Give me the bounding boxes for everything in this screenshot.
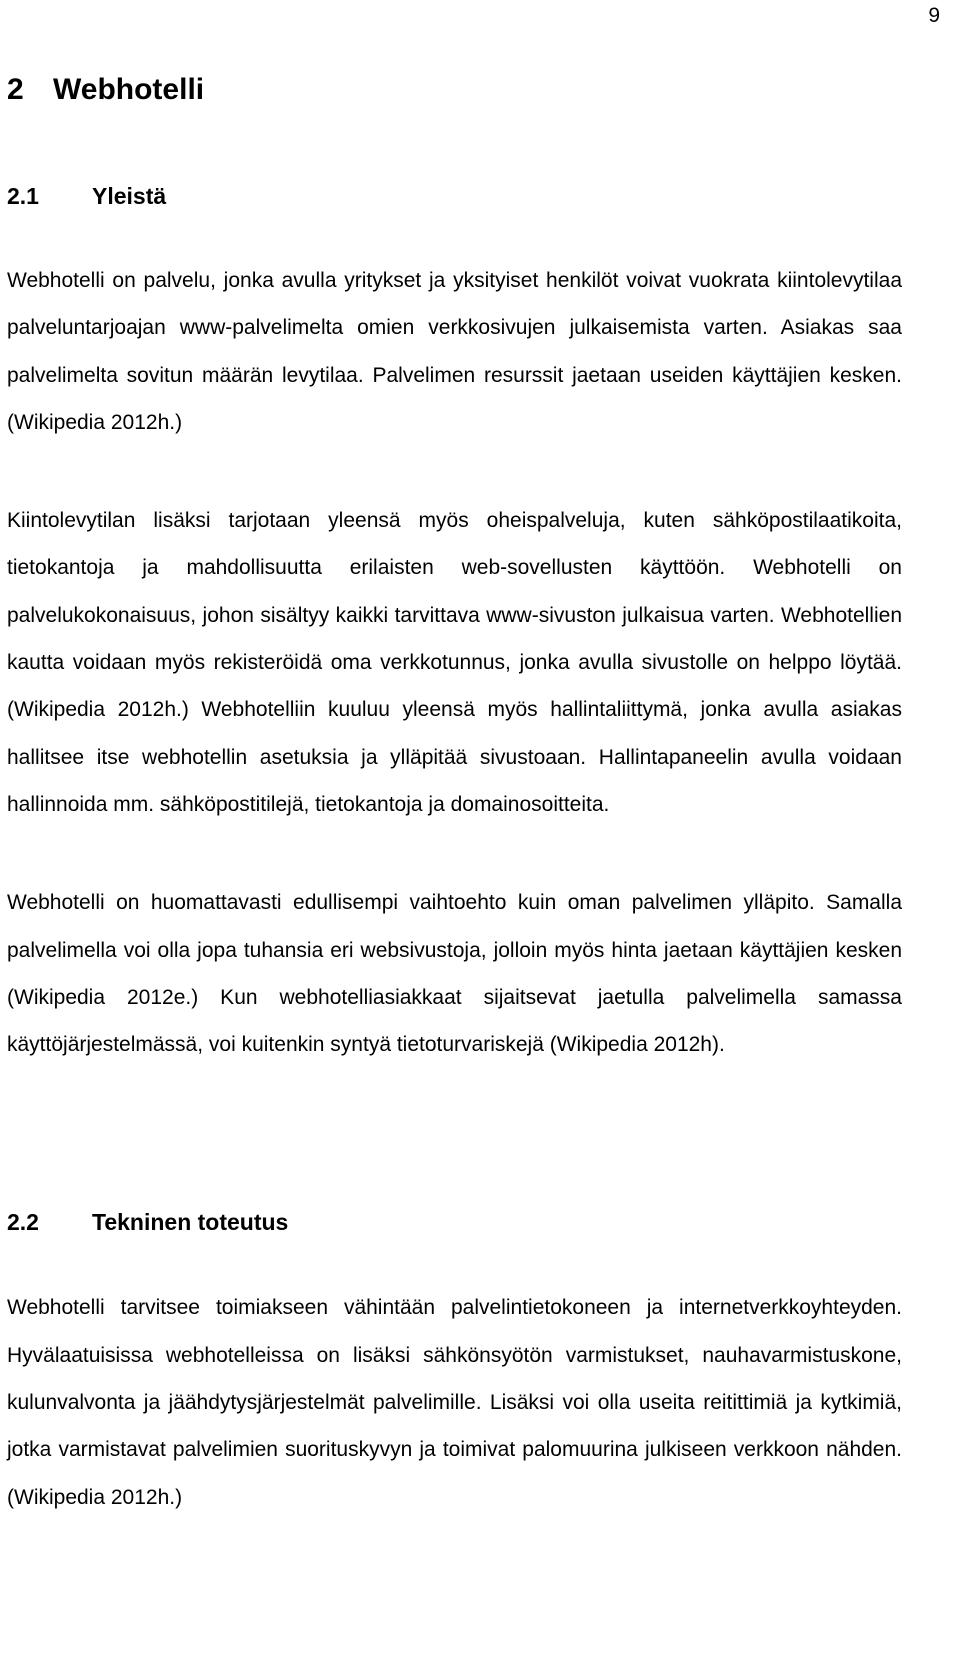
paragraph: Webhotelli tarvitsee toimiakseen vähintään palvelintietokoneen ja internetverkkoyhteyden. Hyvälaatuisissa webhotelleissa on lisäksi sähkönsyötön varmistukset, nauhavarmistuskone, kulunvalvonta ja jäähdytysjärjestelmät palvelimille. Lisäksi voi olla useita reitittimiä ja kytkimiä, jotka varmistavat palvelimien suorituskyvyn ja toimivat palomuurina julkiseen verkkoon nähden. (Wikipedia 2012h.) xyxy=(7,1296,902,1509)
paragraph: Webhotelli on huomattavasti edullisempi vaihtoehto kuin oman palvelimen ylläpito. Samalla palvelimella voi olla jopa tuhansia eri websivustoja, jolloin myös hinta jaetaan käyttäjien kesken (Wikipedia 2012e.) Kun webhotelliasiakkaat sijaitsevat jaetulla palvelimella samassa käyttöjärjestelmässä, voi kuitenkin syntyä tietoturvariskejä (Wikipedia 2012h). xyxy=(7,891,902,1057)
chapter-title: Webhotelli xyxy=(53,73,205,106)
paragraph: Webhotelli on palvelu, jonka avulla yritykset ja yksityiset henkilöt voivat vuokrata kiintolevytilaa palveluntarjoajan www-palvelimelta omien verkkosivujen julkaisemista varten. Asiakas saa palvelimelta sovitun määrän levytilaa. Palvelimen resurssit jaetaan useiden käyttäjien kesken. (Wikipedia 2012h.) xyxy=(7,269,902,434)
section-heading-tekninen-toteutus xyxy=(7,1205,902,1239)
section-title: Tekninen toteutus xyxy=(92,1209,289,1236)
chapter-number: 2 xyxy=(7,73,24,106)
section-heading-yleista xyxy=(7,179,902,213)
paragraph: Kiintolevytilan lisäksi tarjotaan yleensä myös oheispalveluja, kuten sähköpostilaatikoita, tietokantoja ja mahdollisuutta erilaisten web-sovellusten käyttöön. Webhotelli on palvelukokonaisuus, johon sisältyy kaikki tarvittava www-sivuston julkaisua varten. Webhotellien kautta voidaan myös rekisteröidä oma verkkotunnus, jonka avulla sivustolle on helppo löytää. (Wikipedia 2012h.) Webhotelliin kuuluu yleensä myös hallintaliittymä, jonka avulla asiakas hallitsee itse webhotellin asetuksia ja ylläpitää sivustoaan. Hallintapaneelin avulla voidaan hallinnoida mm. sähköpostitilejä, tietokantoja ja domainosoitteita. xyxy=(7,509,902,816)
section-number: 2.2 xyxy=(7,1209,39,1236)
document-body xyxy=(7,68,902,1521)
page-number: 9 xyxy=(928,4,940,27)
section-title: Yleistä xyxy=(92,183,167,209)
chapter-heading xyxy=(7,68,902,112)
section-number: 2.1 xyxy=(7,183,39,209)
